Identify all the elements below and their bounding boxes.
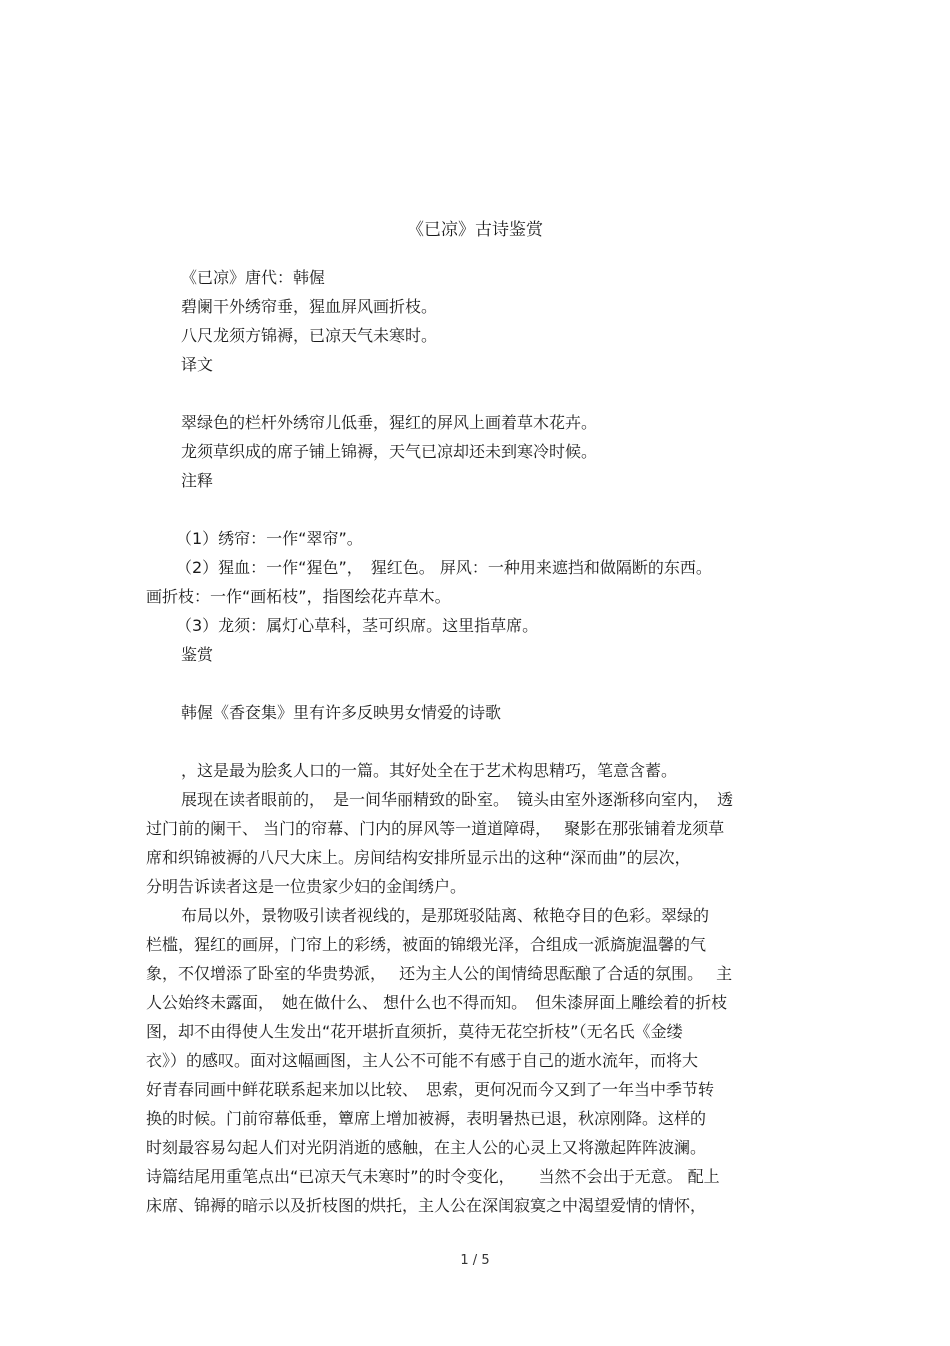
note-2-continued: 画折枝：一作“画柘枝”，指图绘花卉草木。 xyxy=(146,587,451,606)
translation-line-2: 龙须草织成的席子铺上锦褥，天气已凉却还未到寒冷时候。 xyxy=(181,442,598,461)
paragraph-line: 布局以外，景物吸引读者视线的，是那斑驳陆离、秾艳夺目的色彩。翠绿的 xyxy=(181,906,710,925)
appreciation-intro: 韩偓《香奁集》里有许多反映男女情爱的诗歌 xyxy=(181,703,502,722)
paragraph-line: 展现在读者眼前的， 是一间华丽精致的卧室。 镜头由室外逐渐移向室内， 透 xyxy=(181,790,734,809)
paragraph-line: 分明告诉读者这是一位贵家少妇的金闺绣户。 xyxy=(146,877,467,896)
poem-source: 《已凉》唐代：韩偓 xyxy=(181,268,326,287)
paragraph-line: 时刻最容易勾起人们对光阴消逝的感触，在主人公的心灵上又将激起阵阵波澜。 xyxy=(146,1138,707,1157)
section-heading-appreciation: 鉴赏 xyxy=(181,645,214,664)
paragraph-line: 换的时候。门前帘幕低垂，簟席上增加被褥，表明暑热已退，秋凉刚降。这样的 xyxy=(146,1109,707,1128)
paragraph-line: 诗篇结尾用重笔点出“已凉天气未寒时”的时令变化， 当然不会出于无意。 配上 xyxy=(146,1167,720,1186)
paragraph-line: 过门前的阑干、 当门的帘幕、门内的屏风等一道道障碍， 聚影在那张铺着龙须草 xyxy=(146,819,725,838)
paragraph-line: 人公始终未露面， 她在做什么、 想什么也不得而知。 但朱漆屏面上雕绘着的折枝 xyxy=(146,993,728,1012)
note-1: （1）绣帘：一作“翠帘”。 xyxy=(176,529,363,548)
paragraph-line: 衣》）的感叹。面对这幅画图，主人公不可能不有感于自己的逝水流年，而将大 xyxy=(146,1051,699,1070)
paragraph-line: ，这是最为脍炙人口的一篇。其好处全在于艺术构思精巧，笔意含蓄。 xyxy=(181,761,678,780)
poem-line-2: 八尺龙须方锦褥，已凉天气未寒时。 xyxy=(181,326,438,345)
section-heading-notes: 注释 xyxy=(181,471,214,490)
document-title: 《已凉》古诗鉴赏 xyxy=(407,220,543,240)
paragraph-line: 栏槛，猩红的画屏，门帘上的彩绣，被面的锦缎光泽，合组成一派旖旎温馨的气 xyxy=(146,935,707,954)
paragraph-line: 席和织锦被褥的八尺大床上。房间结构安排所显示出的这种“深而曲”的层次， xyxy=(146,848,691,867)
paragraph-line: 床席、锦褥的暗示以及折枝图的烘托，主人公在深闺寂寞之中渴望爱情的情怀， xyxy=(146,1196,707,1215)
document-body xyxy=(146,263,816,1220)
page-number: 1 / 5 xyxy=(460,1253,490,1268)
note-3: （3）龙须：属灯心草科，茎可织席。这里指草席。 xyxy=(176,616,539,635)
paragraph-line: 图，却不由得使人生发出“花开堪折直须折，莫待无花空折枝”（无名氏《金缕 xyxy=(146,1022,683,1041)
poem-line-1: 碧阑干外绣帘垂，猩血屏风画折枝。 xyxy=(181,297,438,316)
paragraph-line: 好青春同画中鲜花联系起来加以比较、 思索，更何况而今又到了一年当中季节转 xyxy=(146,1080,715,1099)
note-2: （2）猩血：一作“猩色”， 猩红色。 屏风：一种用来遮挡和做隔断的东西。 xyxy=(176,558,712,577)
section-heading-translation: 译文 xyxy=(181,355,214,374)
translation-line-1: 翠绿色的栏杆外绣帘儿低垂，猩红的屏风上画着草木花卉。 xyxy=(181,413,598,432)
paragraph-line: 象，不仅增添了卧室的华贵势派， 还为主人公的闺情绮思酝酿了合适的氛围。 主 xyxy=(146,964,733,983)
